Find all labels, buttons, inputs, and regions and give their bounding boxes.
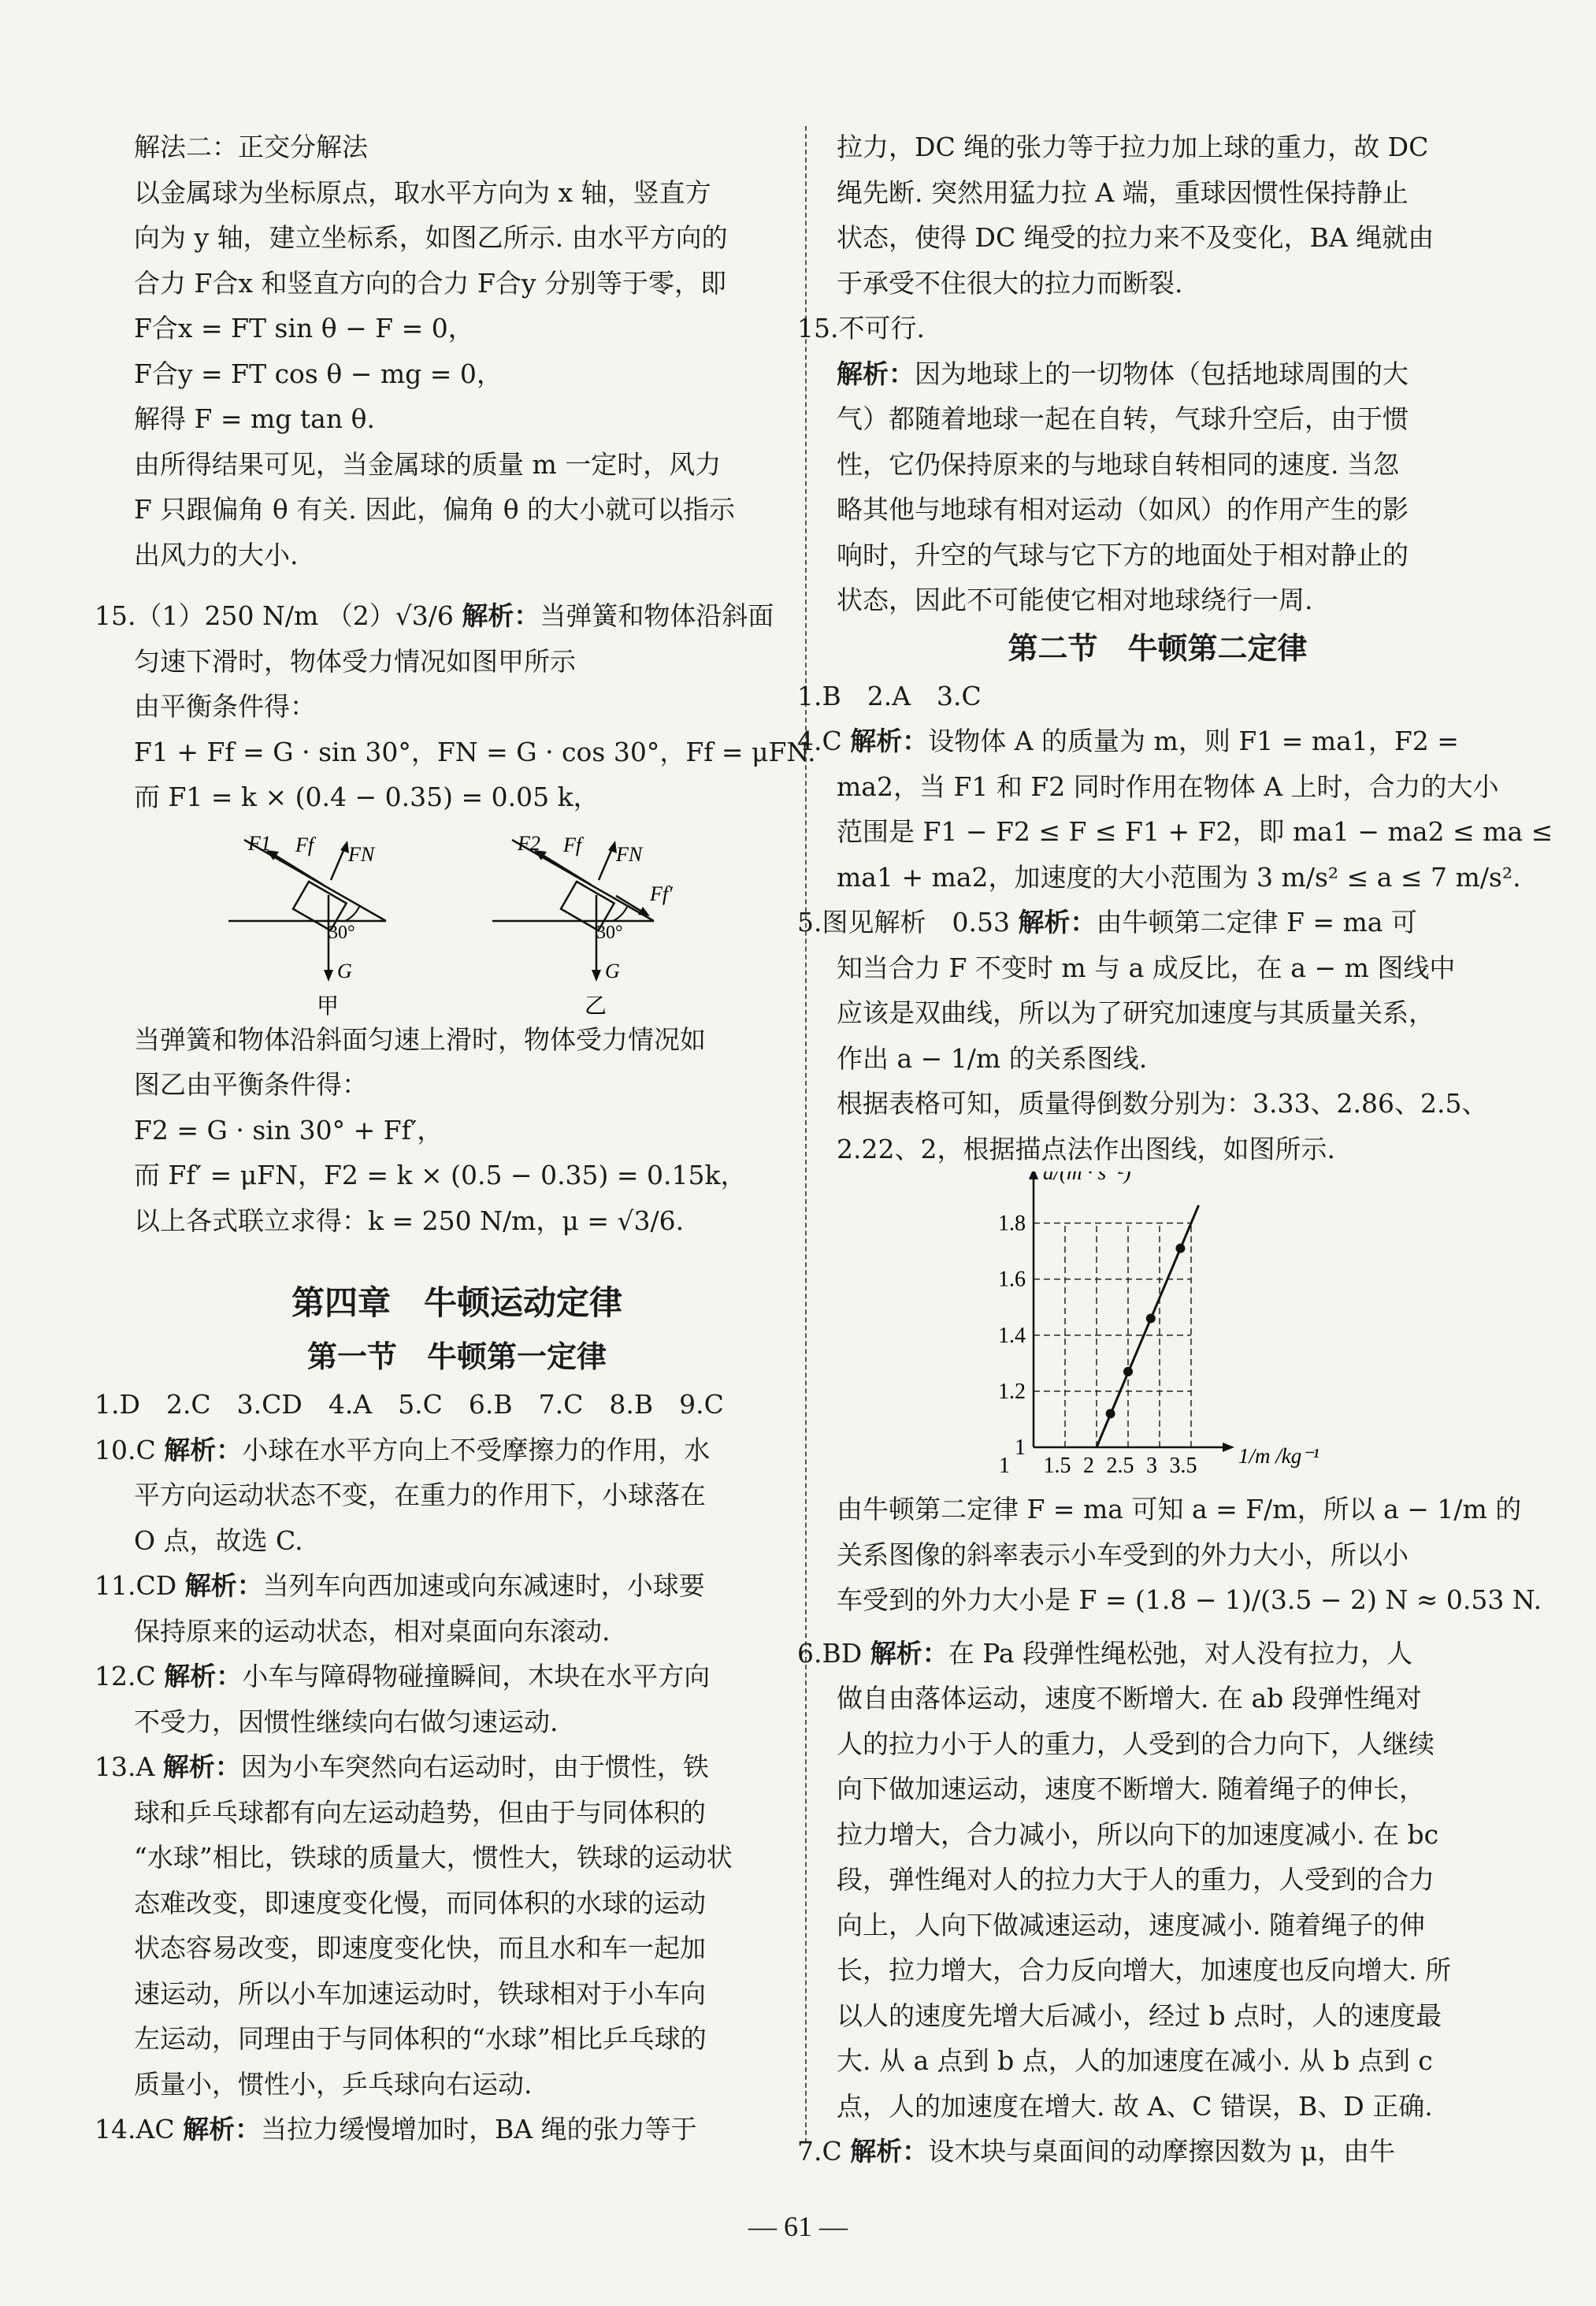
text-line: 质量小，惯性小，乒乓球向右运动.	[134, 2068, 533, 2100]
text-line: 左运动，同理由于与同体积的“水球”相比乒乓球的	[134, 2023, 707, 2054]
text-line: 不受力，因惯性继续向右做匀速运动.	[134, 1706, 559, 1737]
q10-line	[95, 1428, 780, 1473]
text-line: 做自由落体运动，速度不断增大. 在 ab 段弹性绳对	[837, 1683, 1422, 1714]
label-angle: 30°	[328, 922, 355, 943]
equation-line: F2 = G · sin 30° + Ff′，	[134, 1114, 444, 1146]
q15-answer-line	[95, 593, 780, 639]
x-axis-arrow	[1223, 1443, 1234, 1452]
text-line: 合力 F合x 和竖直方向的合力 F合y 分别等于零，即	[134, 267, 727, 299]
text-line: 拉力增大，合力减小，所以向下的加速度减小. 在 bc	[837, 1818, 1439, 1850]
q7-text: 设木块与桌面间的动摩擦因数为 μ，由牛	[928, 2136, 1396, 2167]
section-title: 第二节 牛顿第二定律	[1008, 630, 1308, 666]
text-line: 略其他与地球有相对运动（如风）的作用产生的影	[837, 494, 1409, 525]
q11-answer: 11.CD	[95, 1570, 177, 1601]
x-tick-label: 1.5	[1043, 1454, 1071, 1478]
q15-text: 因为地球上的一切物体（包括地球周围的大	[915, 358, 1409, 389]
q14-answer: 14.AC	[95, 2114, 175, 2144]
text-line: 以金属球为坐标原点，取水平方向为 x 轴，竖直方	[134, 176, 711, 208]
y-tick-label: 1.8	[998, 1211, 1026, 1236]
analysis-label: 解析：	[850, 726, 929, 756]
q7-answer: 7.C	[797, 2136, 842, 2167]
text-line: 图乙由平衡条件得：	[134, 1069, 368, 1100]
text-line: ma1 + ma2，加速度的大小范围为 3 m/s² ≤ a ≤ 7 m/s².	[837, 861, 1521, 893]
x-tick-label: 2	[1083, 1454, 1094, 1478]
q12-line	[95, 1654, 780, 1699]
x-tick-label: 3	[1146, 1454, 1157, 1478]
diagram-yi	[492, 832, 673, 1017]
q13-line	[95, 1744, 780, 1790]
text-line: 应该是双曲线，所以为了研究加速度与其质量关系，	[837, 997, 1435, 1028]
q12-answer: 12.C	[95, 1661, 156, 1691]
q4-answer: 4.C	[797, 726, 842, 756]
x-tick-label: 3.5	[1169, 1454, 1197, 1478]
analysis-label: 解析：	[850, 2136, 929, 2167]
text-line: 段，弹性绳对人的拉力大于人的重力，人受到的合力	[837, 1864, 1435, 1895]
text-line: 保持原来的运动状态，相对桌面向东滚动.	[134, 1615, 611, 1647]
label-f1: F1	[248, 831, 271, 855]
label-fn: FN	[616, 842, 643, 866]
text-line: 由所得结果可见，当金属球的质量 m 一定时，风力	[134, 448, 722, 480]
q6-answer: 6.BD	[797, 1637, 863, 1669]
text-line: 范围是 F1 − F2 ≤ F ≤ F1 + F2，即 ma1 − ma2 ≤ ma ≤	[837, 816, 1553, 847]
q6-text: 在 Pa 段弹性绳松弛，对人没有拉力，人	[948, 1637, 1413, 1669]
label-fn: FN	[348, 842, 375, 866]
q5-line	[797, 900, 1479, 945]
text-line: 由平衡条件得：	[134, 691, 316, 722]
equation-line: 而 Ff′ = μFN，F2 = k × (0.5 − 0.35) = 0.15k，	[134, 1160, 747, 1190]
label-ff-prime: Ff′	[650, 882, 673, 905]
data-point	[1146, 1313, 1156, 1323]
text-line: 气）都随着地球一起在自转，气球升空后，由于惯	[837, 403, 1409, 434]
chapter-title: 第四章 牛顿运动定律	[291, 1283, 622, 1322]
text-line: O 点，故选 C.	[134, 1524, 303, 1556]
q11-line	[95, 1563, 780, 1609]
text-line: 当弹簧和物体沿斜面匀速上滑时，物体受力情况如	[134, 1023, 706, 1055]
a-vs-inverse-m-chart	[837, 1172, 1479, 1487]
analysis-label: 解析：	[837, 358, 915, 389]
force-diagram-svg	[134, 820, 780, 1017]
text-line: “水球”相比，铁球的质量大，惯性大，铁球的运动状	[134, 1842, 733, 1873]
text-line: 以人的速度先增大后减小，经过 b 点时，人的速度最	[837, 2000, 1442, 2031]
x-axis-label: 1/m /kg⁻¹	[1238, 1444, 1319, 1468]
text-line: 向为 y 轴，建立坐标系，如图乙所示. 由水平方向的	[134, 222, 728, 253]
equation-line: F合y = FT cos θ − mg = 0，	[134, 358, 503, 389]
left-column	[95, 124, 816, 2152]
analysis-label: 解析：	[462, 600, 540, 631]
q13-answer: 13.A	[95, 1751, 155, 1782]
text-line: 球和乒乓球都有向左运动趋势，但由于与同体积的	[134, 1796, 706, 1828]
answers-line: 1.B 2.A 3.C	[797, 680, 982, 711]
chart-svg	[837, 1172, 1479, 1487]
q10-text: 小球在水平方向上不受摩擦力的作用，水	[242, 1434, 711, 1465]
text-line: 大. 从 a 点到 b 点，人的加速度在减小. 从 b 点到 c	[837, 2045, 1433, 2076]
text-line: 状态，使得 DC 绳受的拉力来不及变化，BA 绳就由	[837, 222, 1435, 253]
text-line: 向下做加速运动，速度不断增大. 随着绳子的伸长，	[837, 1773, 1425, 1804]
q6-line	[797, 1631, 1479, 1677]
label-yi: 乙	[585, 993, 607, 1017]
right-column	[797, 124, 1553, 2174]
q12-text: 小车与障碍物碰撞瞬间，木块在水平方向	[242, 1661, 711, 1691]
text-line: 人的拉力小于人的重力，人受到的合力向下，人继续	[837, 1728, 1435, 1759]
q7-line	[797, 2129, 1479, 2174]
y-tick-label: 1.2	[998, 1379, 1026, 1404]
text-line: 作出 a − 1/m 的关系图线.	[837, 1042, 1148, 1074]
x-tick-label: 2.5	[1106, 1454, 1134, 1478]
label-angle: 30°	[596, 922, 623, 943]
label-jia: 甲	[317, 993, 340, 1017]
text-line: 出风力的大小.	[134, 539, 299, 570]
text-line: 点，人的加速度在增大. 故 A、C 错误，B、D 正确.	[837, 2090, 1433, 2122]
text-line: 根据表格可知，质量得倒数分别为：3.33、2.86、2.5、	[837, 1088, 1488, 1119]
answers-line: 1.D 2.C 3.CD 4.A 5.C 6.B 7.C 8.B 9.C	[95, 1389, 724, 1420]
y-axis-label: a/(m · s⁻²)	[1043, 1172, 1131, 1184]
text-line: 知当合力 F 不变时 m 与 a 成反比，在 a − m 图线中	[837, 952, 1456, 983]
text-line: 状态容易改变，即速度变化快，而且水和车一起加	[134, 1933, 706, 1963]
q15-answer: 15.（1）250 N/m （2）√3/6	[95, 600, 454, 631]
text-line: 性，它仍保持原来的与地球自转相同的速度. 当忽	[837, 448, 1399, 480]
label-ff: Ff	[563, 833, 582, 856]
text-line: 由牛顿第二定律 F = ma 可知 a = F/m，所以 a − 1/m 的	[837, 1494, 1522, 1524]
diagram-jia	[228, 832, 386, 1017]
y-axis-arrow	[1029, 1172, 1038, 1179]
text-line: ma2，当 F1 和 F2 同时作用在物体 A 上时，合力的大小	[837, 771, 1499, 802]
text-line: 速运动，所以小车加速运动时，铁球相对于小车向	[134, 1977, 706, 2009]
page-number: — 61 —	[748, 2211, 848, 2242]
x-tick-label: 1	[999, 1454, 1010, 1478]
y-tick-label: 1	[1015, 1435, 1026, 1460]
text-line: 平方向运动状态不变，在重力的作用下，小球落在	[134, 1480, 706, 1510]
y-tick-label: 1.6	[998, 1267, 1026, 1292]
q10-answer: 10.C	[95, 1434, 156, 1465]
q15-answer: 15.不可行.	[797, 313, 925, 343]
force-diagrams	[134, 820, 780, 1017]
q4-line	[797, 719, 1479, 764]
text-line: 状态，因此不可能使它相对地球绕行一周.	[837, 585, 1313, 615]
y-tick-label: 1.4	[998, 1323, 1026, 1348]
q15-analysis-line	[837, 351, 1479, 397]
equation-line: F1 + Ff = G · sin 30°，FN = G · cos 30°，Ff = μFN.	[134, 736, 816, 767]
text-line: 于承受不住很大的拉力而断裂.	[837, 267, 1183, 299]
label-ff: Ff	[295, 833, 314, 856]
analysis-label: 解析：	[164, 1661, 243, 1691]
text-line: 态难改变，即速度变化慢，而同体积的水球的运动	[134, 1887, 706, 1918]
text-line: 响时，升空的气球与它下方的地面处于相对静止的	[837, 539, 1409, 570]
analysis-label: 解析：	[162, 1751, 241, 1782]
analysis-label: 解析：	[870, 1637, 948, 1669]
text-line: 匀速下滑时，物体受力情况如图甲所示	[134, 645, 576, 677]
analysis-label: 解析：	[184, 1570, 263, 1601]
section-title: 第一节 牛顿第一定律	[306, 1339, 607, 1374]
q4-text: 设物体 A 的质量为 m，则 F1 = ma1，F2 =	[928, 726, 1459, 756]
equation-line: 而 F1 = k × (0.4 − 0.35) = 0.05 k，	[134, 782, 599, 812]
equation-line: 以上各式联立求得：k = 250 N/m，μ = √3/6.	[134, 1205, 685, 1236]
q15-text: 当弹簧和物体沿斜面	[540, 600, 774, 631]
text-line: 向上，人向下做减速运动，速度减小. 随着绳子的伸	[837, 1909, 1425, 1940]
data-point	[1123, 1367, 1133, 1376]
text-line: 拉力，DC 绳的张力等于拉力加上球的重力，故 DC	[837, 132, 1429, 162]
equation-line: 解得 F = mg tan θ.	[134, 403, 375, 434]
data-point	[1175, 1244, 1185, 1253]
text-line: 绳先断. 突然用猛力拉 A 端，重球因惯性保持静止	[837, 176, 1409, 208]
label-f2: F2	[518, 831, 540, 855]
method2-heading: 解法二：正交分解法	[134, 132, 368, 162]
analysis-label: 解析：	[1018, 907, 1097, 938]
equation-line: F合x = FT sin θ − F = 0，	[134, 313, 474, 343]
label-g: G	[337, 959, 352, 982]
text-line: 关系图像的斜率表示小车受到的外力大小，所以小	[837, 1539, 1409, 1570]
text-line: 2.22、2，根据描点法作出图线，如图所示.	[837, 1133, 1335, 1164]
text-line: 长，拉力增大，合力反向增大，加速度也反向增大. 所	[837, 1955, 1451, 1985]
text-line: 车受到的外力大小是 F = (1.8 − 1)/(3.5 − 2) N ≈ 0.53 N.	[837, 1584, 1542, 1615]
q14-line	[95, 2107, 780, 2152]
text-line: F 只跟偏角 θ 有关. 因此，偏角 θ 的大小就可以指示	[134, 494, 736, 525]
label-g: G	[605, 959, 620, 982]
q13-text: 因为小车突然向右运动时，由于惯性，铁	[240, 1751, 709, 1782]
q11-text: 当列车向西加速或向东减速时，小球要	[262, 1570, 705, 1601]
analysis-label: 解析：	[164, 1434, 243, 1465]
q14-text: 当拉力缓慢增加时，BA 绳的张力等于	[261, 2114, 697, 2144]
q5-answer: 5.图见解析 0.53	[797, 907, 1010, 938]
analysis-label: 解析：	[183, 2114, 262, 2144]
q5-text: 由牛顿第二定律 F = ma 可	[1096, 907, 1417, 938]
column-divider	[805, 126, 807, 2143]
data-point	[1106, 1409, 1115, 1418]
